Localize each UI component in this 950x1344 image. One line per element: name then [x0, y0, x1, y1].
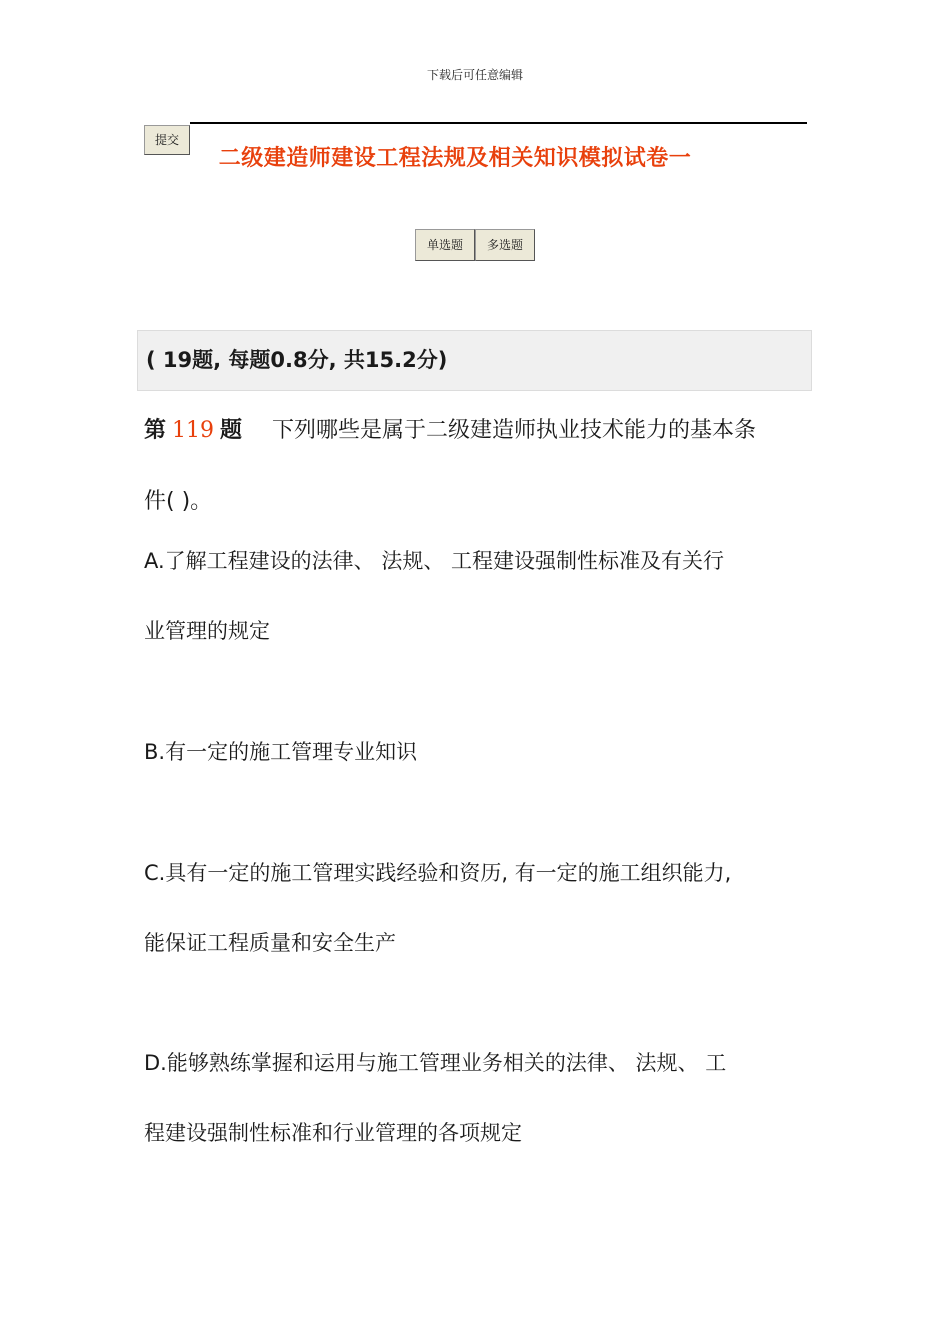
submit-button[interactable]: 提交: [144, 125, 190, 155]
option-c-line2[interactable]: 能保证工程质量和安全生产: [144, 931, 396, 955]
question-header: [144, 413, 756, 444]
question-number: 119: [172, 418, 215, 443]
question-suffix: 题: [220, 418, 243, 443]
question-text-line1: 下列哪些是属于二级建造师执业技术能力的基本条: [272, 418, 757, 443]
option-b-line1[interactable]: B.有一定的施工管理专业知识: [144, 740, 418, 764]
title-divider: [190, 122, 807, 124]
tab-single-choice[interactable]: 单选题: [415, 229, 475, 261]
exam-title-text: 二级建造师建设工程法规及相关知识模拟试卷一: [218, 146, 692, 171]
option-d-line2[interactable]: 程建设强制性标准和行业管理的各项规定: [144, 1121, 522, 1145]
option-a-line1[interactable]: A.了解工程建设的法律、 法规、 工程建设强制性标准及有关行: [144, 549, 725, 573]
exam-title: [0, 141, 910, 172]
question-prefix: 第: [144, 418, 167, 443]
section-score-info: ( 19题, 每题0.8分, 共15.2分): [137, 330, 812, 391]
option-c-line1[interactable]: C.具有一定的施工管理实践经验和资历, 有一定的施工组织能力,: [144, 861, 732, 885]
question-text-line2: 件( )。: [144, 489, 213, 514]
question-type-tabs: [415, 229, 535, 261]
header-note: 下载后可任意编辑: [426, 68, 523, 82]
option-a-line2[interactable]: 业管理的规定: [144, 619, 270, 643]
tab-multiple-choice[interactable]: 多选题: [475, 229, 535, 261]
option-d-line1[interactable]: D.能够熟练掌握和运用与施工管理业务相关的法律、 法规、 工: [144, 1051, 727, 1075]
